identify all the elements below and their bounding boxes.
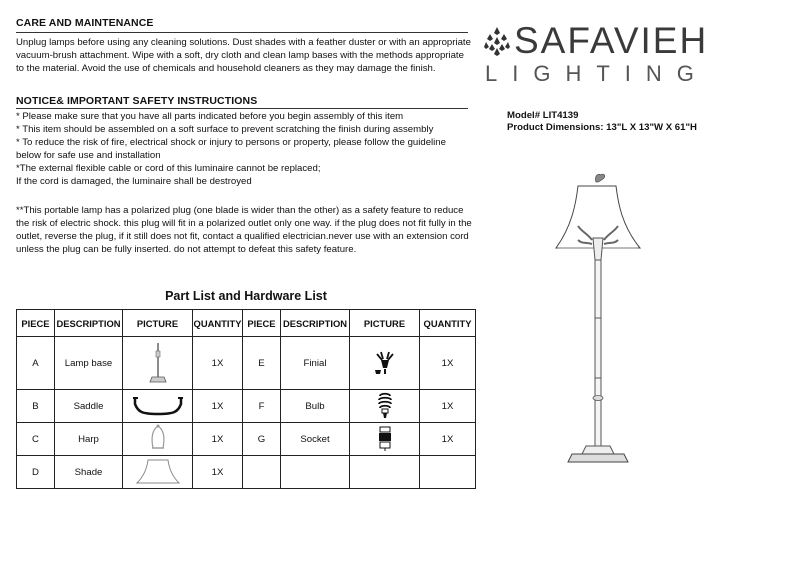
description-cell: Lamp base — [55, 337, 123, 390]
safety-line: If the cord is damaged, the luminaire shall be destroyed — [16, 176, 252, 187]
piece-cell — [243, 456, 281, 489]
bulb-icon — [376, 392, 394, 420]
table-header-row — [17, 310, 476, 337]
header-piece: PIECE — [17, 310, 55, 337]
description-cell — [281, 456, 350, 489]
description-cell: Harp — [55, 423, 123, 456]
model-number: Model# LIT4139 — [507, 110, 579, 121]
picture-cell — [350, 423, 420, 456]
header-piece: PIECE — [243, 310, 281, 337]
header-description: DESCRIPTION — [281, 310, 350, 337]
quantity-cell: 1X — [193, 423, 243, 456]
parts-table — [16, 309, 476, 489]
safety-divider — [16, 108, 468, 109]
floor-lamp-illustration — [548, 168, 648, 468]
lamp-base-icon — [148, 341, 168, 385]
picture-cell — [123, 390, 193, 423]
harp-icon — [148, 424, 168, 454]
picture-cell — [123, 337, 193, 390]
plug-notice — [16, 204, 486, 256]
care-line: to the material. Avoid the use of chemicals and household cleaners as they may damage the finish. — [16, 63, 436, 74]
header-picture: PICTURE — [123, 310, 193, 337]
care-divider — [16, 32, 468, 33]
description-cell: Finial — [281, 337, 350, 390]
piece-cell: D — [17, 456, 55, 489]
description-cell: Bulb — [281, 390, 350, 423]
picture-cell — [350, 456, 420, 489]
picture-cell — [350, 337, 420, 390]
socket-icon — [377, 426, 393, 452]
header-picture: PICTURE — [350, 310, 420, 337]
description-cell: Socket — [281, 423, 350, 456]
safety-line: * To reduce the risk of fire, electrical shock or injury to persons or property, please follow the guideline — [16, 137, 446, 148]
plug-line: outlet, reverse the plug, if it still does not fit, contact a qualified electrician.never use with an extension cord — [16, 231, 469, 242]
header-description: DESCRIPTION — [55, 310, 123, 337]
quantity-cell: 1X — [420, 390, 476, 423]
table-row — [17, 337, 476, 390]
quantity-cell: 1X — [420, 423, 476, 456]
care-text — [16, 36, 486, 75]
quantity-cell: 1X — [193, 456, 243, 489]
picture-cell — [123, 456, 193, 489]
parts-title: Part List and Hardware List — [165, 289, 327, 303]
safety-line: * Please make sure that you have all parts indicated before you begin assembly of this item — [16, 111, 404, 122]
safety-text — [16, 110, 486, 188]
piece-cell: A — [17, 337, 55, 390]
piece-cell: B — [17, 390, 55, 423]
quantity-cell: 1X — [193, 390, 243, 423]
table-row — [17, 423, 476, 456]
safety-line: below for safe use and installation — [16, 150, 161, 161]
plug-line: **This portable lamp has a polarized plug (one blade is wider than the other) as a safety feature to reduce — [16, 205, 464, 216]
care-heading: CARE AND MAINTENANCE — [16, 17, 154, 29]
shade-icon — [135, 458, 181, 486]
description-cell: Shade — [55, 456, 123, 489]
header-quantity: QUANTITY — [420, 310, 476, 337]
piece-cell: C — [17, 423, 55, 456]
brand-subtitle: LIGHTING — [485, 61, 709, 86]
quantity-cell: 1X — [193, 337, 243, 390]
quantity-cell: 1X — [420, 337, 476, 390]
brand-name: SAFAVIEH — [514, 20, 709, 61]
plug-line: unless the plug can be fully inserted. do not attempt to defeat this safety feature. — [16, 244, 357, 255]
picture-cell — [123, 423, 193, 456]
picture-cell — [350, 390, 420, 423]
saddle-icon — [132, 394, 184, 418]
piece-cell: G — [243, 423, 281, 456]
product-dimensions: Product Dimensions: 13"L X 13"W X 61"H — [507, 122, 697, 133]
quantity-cell — [420, 456, 476, 489]
table-row — [17, 390, 476, 423]
header-quantity: QUANTITY — [193, 310, 243, 337]
brand-emblem-icon — [484, 26, 510, 56]
description-cell: Saddle — [55, 390, 123, 423]
finial-icon — [373, 350, 397, 376]
safety-line: *The external flexible cable or cord of this luminaire cannot be replaced; — [16, 163, 321, 174]
care-line: Unplug lamps before using any cleaning solutions. Dust shades with a feather duster or with an appropriate — [16, 37, 471, 48]
plug-line: the risk of electric shock. this plug will fit in a polarized outlet only one way. if the plug does not fit fully in the — [16, 218, 472, 229]
care-line: vacuum-brush attachment. Wipe with a soft, dry cloth and clean lamp bases with the methods appropriate — [16, 50, 464, 61]
piece-cell: E — [243, 337, 281, 390]
safety-heading: NOTICE& IMPORTANT SAFETY INSTRUCTIONS — [16, 95, 258, 107]
safety-line: * This item should be assembled on a soft surface to prevent scratching the finish during assembly — [16, 124, 434, 135]
piece-cell: F — [243, 390, 281, 423]
table-row — [17, 456, 476, 489]
